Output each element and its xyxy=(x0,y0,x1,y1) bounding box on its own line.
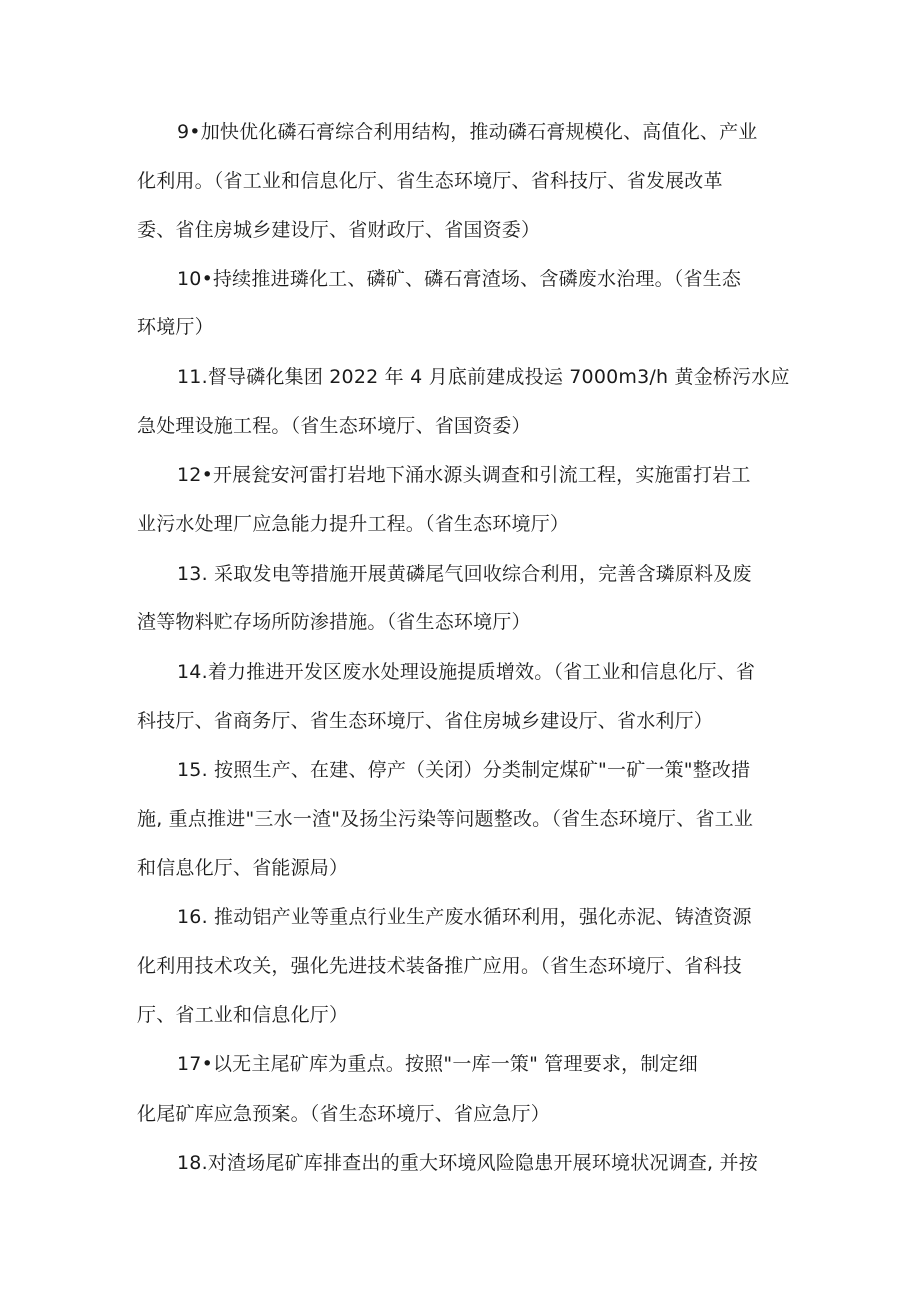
paragraph-15-line-1: 15. 按照生产、在建、停产（关闭）分类制定煤矿"一矿一策"整改措 xyxy=(177,759,751,781)
paragraph-16-line-2: 化利用技术攻关，强化先进技术装备推广应用。（省生态环境厅、省科技 xyxy=(137,955,742,977)
paragraph-12-line-2: 业污水处理厂应急能力提升工程。（省生态环境厅） xyxy=(137,513,570,535)
paragraph-17-line-2: 化尾矿库应急预案。（省生态环境厅、省应急厅） xyxy=(137,1103,550,1125)
paragraph-9-line-2: 化利用。（省工业和信息化厅、省生态环境厅、省科技厅、省发展改革 xyxy=(137,170,723,192)
paragraph-12-line-1: 12•开展瓮安河雷打岩地下涌水源头调查和引流工程，实施雷打岩工 xyxy=(177,464,751,486)
paragraph-9-line-3: 委、省住房城乡建设厅、省财政厅、省国资委） xyxy=(137,219,541,241)
paragraph-17-line-1: 17•以无主尾矿库为重点。按照"一库一策" 管理要求，制定细 xyxy=(177,1053,698,1075)
paragraph-15-line-3: 和信息化厅、省能源局） xyxy=(137,857,349,879)
paragraph-15-line-2: 施, 重点推进"三水一渣"及扬尘污染等问题整改。（省生态环境厅、省工业 xyxy=(137,808,754,830)
paragraph-14-line-1: 14.着力推进开发区废水处理设施提质增效。（省工业和信息化厅、省 xyxy=(177,661,756,683)
paragraph-18-line-1: 18.对渣场尾矿库排查出的重大环境风险隐患开展环境状况调查, 并按 xyxy=(177,1152,758,1174)
paragraph-11-line-2: 急处理设施工程。（省生态环境厅、省国资委） xyxy=(137,415,531,437)
paragraph-16-line-1: 16. 推动铝产业等重点行业生产废水循环利用，强化赤泥、铸渣资源 xyxy=(177,906,752,928)
paragraph-10-line-1: 10•持续推进璘化工、磷矿、磷石膏渣场、含磷废水治理。（省生态 xyxy=(177,268,742,290)
paragraph-11-line-1: 11.督导磷化集团 2022 年 4 月底前建成投运 7000m3/h 黄金桥污水应 xyxy=(177,366,790,388)
paragraph-14-line-2: 科技厅、省商务厅、省生态环境厅、省住房城乡建设厅、省水利厅） xyxy=(137,710,714,732)
paragraph-10-line-2: 环境厅） xyxy=(137,316,214,338)
paragraph-13-line-2: 渣等物料贮存场所防渗措施。（省生态环境厅） xyxy=(137,611,531,633)
paragraph-9-line-1: 9•加快优化磷石膏综合利用结构，推动磷石膏规模化、高值化、产业 xyxy=(177,121,758,143)
paragraph-13-line-1: 13. 采取发电等措施开展黄磷尾气回收综合利用，完善含璘原料及废 xyxy=(177,563,752,585)
paragraph-16-line-3: 厅、省工业和信息化厅） xyxy=(137,1004,349,1026)
